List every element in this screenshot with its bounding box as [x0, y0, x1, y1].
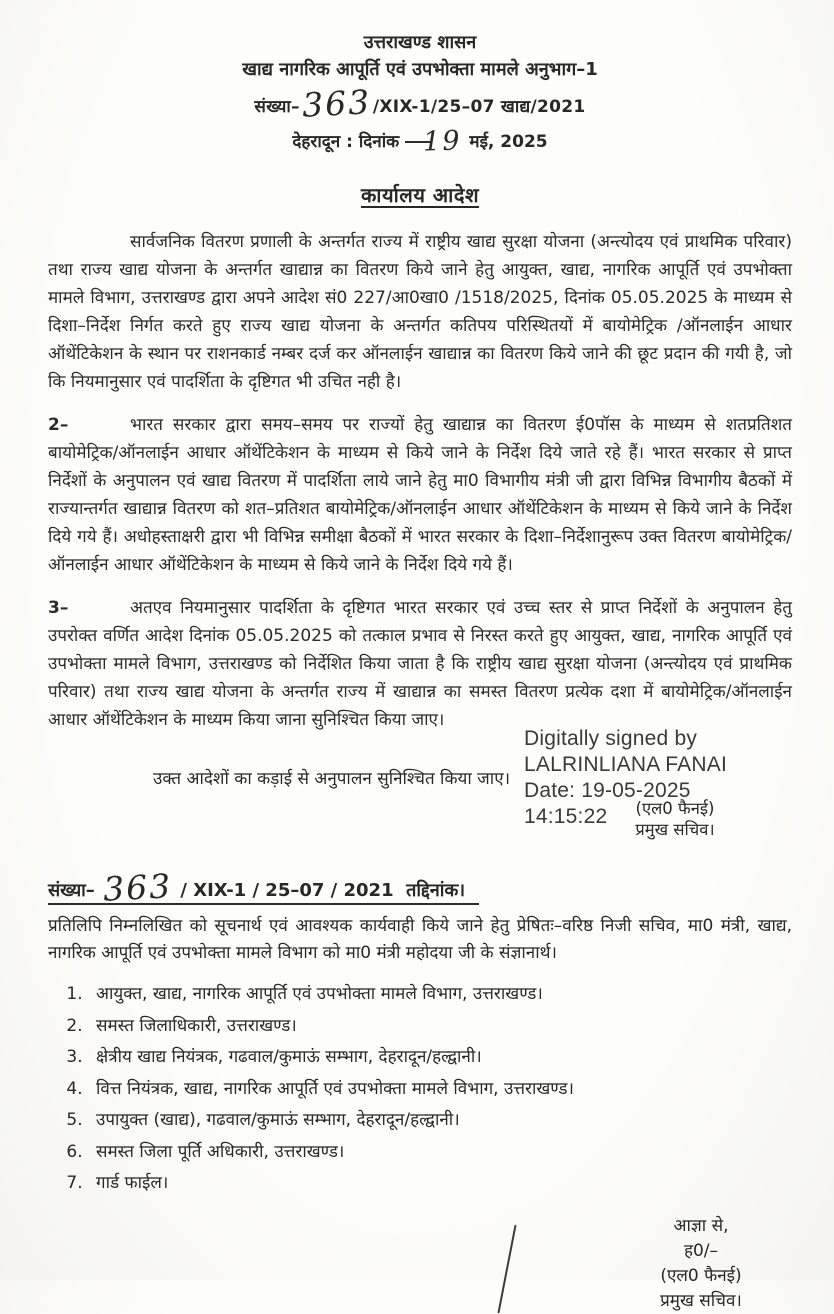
closing-by-order: आज्ञा से, — [673, 1216, 729, 1236]
closing-signatory-title: प्रमुख सचिव। — [660, 1291, 742, 1311]
digital-signature-line1: Digitally signed by — [524, 727, 698, 750]
signatory-title: प्रमुख सचिव। — [635, 820, 715, 839]
page-title: कार्यालय आदेश — [360, 183, 480, 207]
digital-signature-time: 14:15:22 — [524, 805, 608, 828]
order-number-line — [48, 84, 792, 125]
typed-signature-block — [600, 798, 750, 840]
paragraph-3 — [48, 594, 792, 734]
order-number-prefix: संख्या– — [254, 97, 300, 117]
paragraph-1: सार्वजनिक वितरण प्रणाली के अन्तर्गत राज्य में राष्ट्रीय खाद्य सुरक्षा योजना (अन्त्योदय एवं प्राथमिक परिवार) तथा राज्य खाद्य योजना के अन्तर्गत खाद्यान्न का वितरण किये जाने हेतु आयुक्त, खाद्य, नागरिक आपूर्ति एवं उपभोक्ता मामले विभाग, उत्तराखण्ड द्वारा अपने आदेश सं0 227/आ0खा0 /1518/2025, दिनांक 05.05.2025 के माध्यम से दिशा–निर्देश निर्गत करते हुए राज्य खाद्य योजना के अन्तर्गत कतिपय परिस्थितयों में बायोमेट्रिक /ऑनलाईन आधार ऑथेंटिकेशन के स्थान पर राशनकार्ड नम्बर दर्ज कर ऑनलाईन खाद्यान्न का वितरण किये जाने की छूट प्रदान की गयी है, जो कि नियमानुसार एवं पादर्शिता के दृष्टिगत भी उचित नही है। — [48, 232, 792, 392]
list-item: 4. वित्त नियंत्रक, खाद्य, नागरिक आपूर्ति एवं उपभोक्ता मामले विभाग, उत्तराखण्ड। — [88, 1076, 792, 1102]
paragraph-3-text: अतएव नियमानुसार पादर्शिता के दृष्टिगत भारत सरकार एवं उच्च स्तर से प्राप्त निर्देशों के अनुपालन हेतु उपरोक्त वर्णित आदेश दिनांक 05.05.2025 को तत्काल प्रभाव से निरस्त करते हुए आयुक्त, खाद्य, नागरिक आपूर्ति एवं उपभोक्ता मामले विभाग, उत्तराखण्ड को निर्देशित किया जाता है कि राष्ट्रीय खाद्य सुरक्षा योजना (अन्त्योदय एवं प्राथमिक परिवार) तथा राज्य खाद्य योजना के अन्तर्गत राज्य में खाद्यान्न का समस्त वितरण प्रत्येक दशा में बायोमेट्रिक/ऑनलाईन आधार ऑथेंटिकेशन के माध्यम किया जाना सुनिश्चित किया जाए। — [48, 598, 792, 730]
list-item: 7. गार्ड फाईल। — [88, 1170, 792, 1196]
copy-forwarding-paragraph: प्रतिलिपि निम्नलिखित को सूचनार्थ एवं आवश्यक कार्यवाही किये जाने हेतु प्रेषितः–वरिष्ठ निजी सचिव, मा0 मंत्री, खाद्य, नागरिक आपूर्ति एवं उपभोक्ता मामले विभाग को मा0 मंत्री महोदया जी के संज्ञानार्थ। — [48, 916, 792, 963]
compliance-line: उक्त आदेशों का कड़ाई से अनुपालन सुनिश्चित किया जाए। — [153, 769, 511, 789]
date-prefix: देहरादून : दिनांक — [292, 132, 400, 152]
recipients-list — [88, 981, 792, 1196]
paragraph-2-number: 2– — [48, 415, 69, 435]
digital-signature-date: Date: 19-05-2025 — [524, 779, 691, 802]
signature-zone — [48, 727, 792, 858]
order-number-suffix: /XIX-1/25–07 खाद्य/2021 — [372, 97, 586, 117]
signatory-name: (एल0 फैनई) — [635, 799, 715, 818]
date-suffix: मई, 2025 — [469, 132, 548, 152]
list-item: 6. समस्त जिला पूर्ति अधिकारी, उत्तराखण्ड। — [88, 1139, 792, 1165]
department-section-name: खाद्य नागरिक आपूर्ति एवं उपभोक्ता मामले अनुभाग–1 — [242, 59, 598, 80]
list-item: 5. उपायुक्त (खाद्य), गढवाल/कुमाऊं सम्भाग, देहरादून/हल्द्वानी। — [88, 1107, 792, 1133]
reference-underlined — [48, 866, 479, 909]
digital-signature-line2: LALRINLIANA FANAI — [524, 753, 727, 776]
closing-signed-mark: ह0/– — [683, 1241, 719, 1261]
letterhead — [48, 30, 792, 157]
list-item: 2. समस्त जिलाधिकारी, उत्तराखण्ड। — [88, 1013, 792, 1039]
place-date-line — [48, 125, 792, 157]
government-name: उत्तराखण्ड शासन — [363, 32, 477, 53]
order-number-handwritten: 363 — [301, 82, 372, 125]
paragraph-2 — [48, 411, 792, 579]
closing-signatory-name: (एल0 फैनई) — [660, 1266, 742, 1286]
reference-tail: तद्दिनांक। — [406, 880, 466, 901]
reference-handwritten-number: 363 — [102, 866, 174, 909]
reference-suffix: / XIX-1 / 25–07 / 2021 — [180, 880, 394, 901]
reference-prefix: संख्या– — [48, 880, 95, 901]
date-handwritten: 19 — [422, 125, 463, 158]
reference-number-line — [48, 866, 792, 909]
closing-signature-block — [626, 1214, 776, 1314]
paragraph-3-number: 3– — [48, 598, 69, 618]
list-item: 3. क्षेत्रीय खाद्य नियंत्रक, गढवाल/कुमाऊं सम्भाग, देहरादून/हल्द्वानी। — [88, 1044, 792, 1070]
paragraph-2-text: भारत सरकार द्वारा समय–समय पर राज्यों हेतु खाद्यान्न का वितरण ई0पॉस के माध्यम से शतप्रतिशत बायोमेट्रिक/ऑनलाईन आधार ऑथेंटिकेशन के माध्यम से किये जाने के निर्देश दिये जाते रहे हैं। भारत सरकार से प्राप्त निर्देशों के अनुपालन एवं खाद्य वितरण में पादर्शिता लाये जाने हेतु मा0 विभागीय मंत्री जी द्वारा विभिन्न विभागीय बैठकों में राज्यान्तर्गत खाद्यान्न वितरण को शत–प्रतिशत बायोमेट्रिक/ऑनलाईन आधार ऑथेंटिकेशन के माध्यम से किये जाने के निर्देश दिये गये हैं। अधोहस्ताक्षरी द्वारा भी विभिन्न समीक्षा बैठकों में भारत सरकार के दिशा–निर्देशानुरूप उक्त वितरण बायोमेट्रिक/ऑनलाईन आधार ऑथेंटिकेशन के माध्यम से किये जाने के निर्देश दिये गये हैं। — [48, 415, 792, 575]
list-item: 1. आयुक्त, खाद्य, नागरिक आपूर्ति एवं उपभोक्ता मामले विभाग, उत्तराखण्ड। — [88, 981, 792, 1007]
